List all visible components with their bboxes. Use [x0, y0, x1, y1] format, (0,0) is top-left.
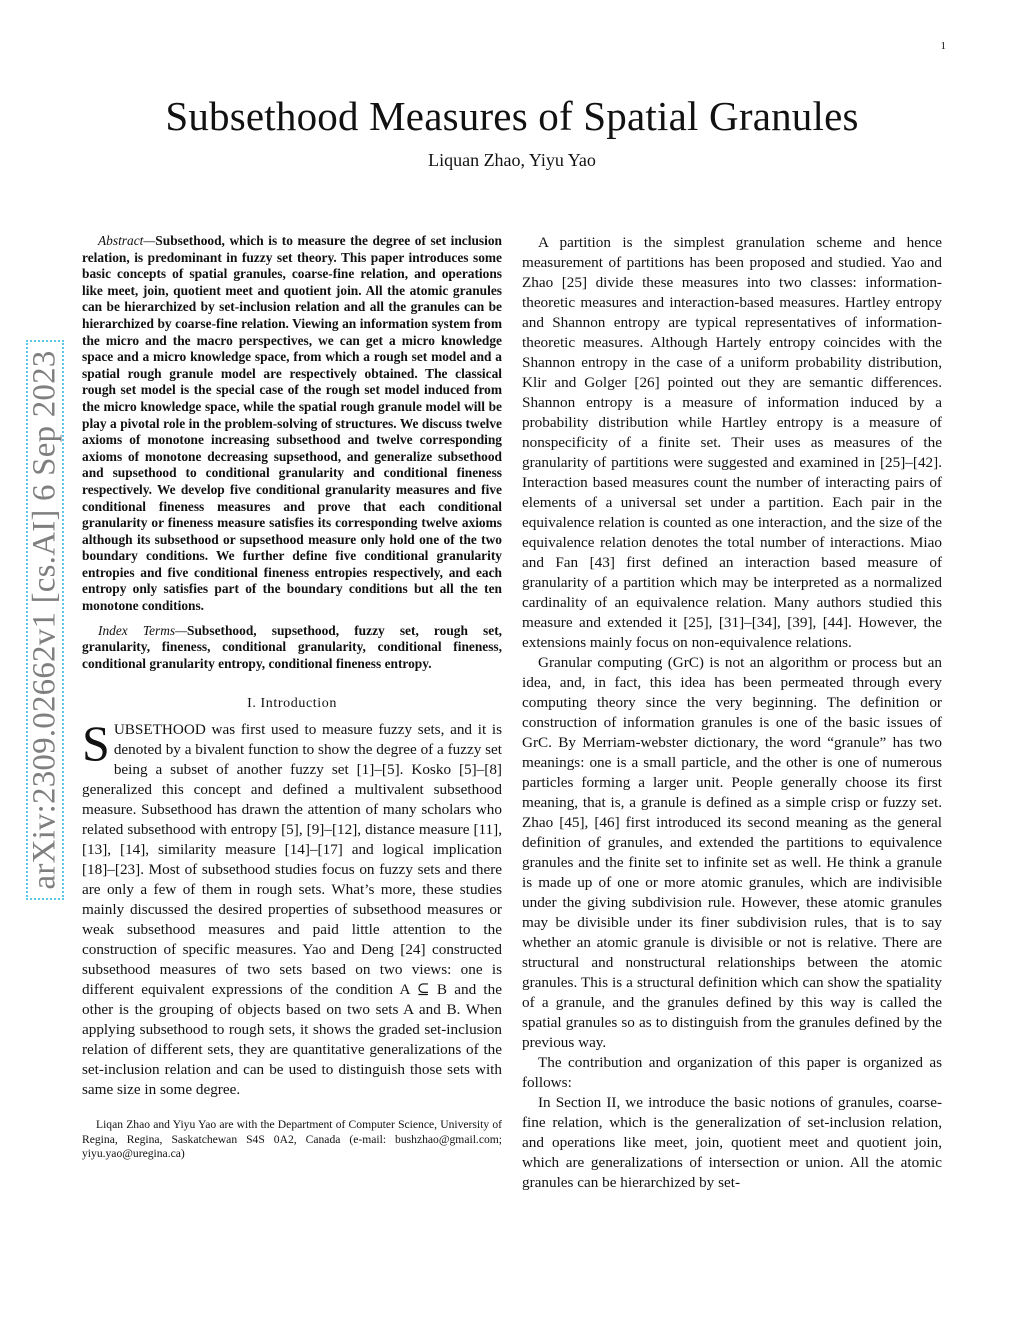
index-terms: [82, 623, 502, 673]
abstract-label: Abstract—: [98, 233, 156, 248]
intro-paragraph: [82, 715, 502, 1100]
abstract: [82, 233, 502, 615]
index-terms-label: Index Terms—: [98, 622, 188, 638]
dropcap-letter: S: [82, 715, 110, 772]
abstract-text: Subsethood, which is to measure the degree of set inclusion relation, is predominant in fuzzy set theory. This paper introduces some basic concepts of spatial granules, coarse-fine relation, and operations like meet, join, quotient meet and quotient join. All the atomic granules can be hierarchized by set-inclusion relation and all the granules can be hierarchized by coarse-fine relation. Viewing an information system from the micro and the macro perspectives, we can get a micro knowledge space and a micro knowledge space, from which a rough set model and a spatial rough granule model are respectively obtained. The classical rough set model is the special case of the rough set model induced from the micro knowledge space, while the spatial rough granule model will be play a pivotal role in the problem-solving of structures. We discuss twelve axioms of monotone increasing subsethood and twelve corresponding axioms of monotone decreasing supsethood, and generalize subsethood and supsethood to conditional granularity and conditional fineness respectively. We develop five conditional granularity measures and five conditional fineness measures and prove that each conditional granularity or fineness measure satisfies its corresponding twelve axioms although its subsethood or supsethood measure only hold one of the two boundary conditions. We further define five conditional granularity entropies and five conditional fineness entropies respectively, and each entropy only satisfies part of the boundary conditions but all the ten monotone conditions.: [82, 233, 502, 614]
paragraph-partition-measures: A partition is the simplest granulation scheme and hence measurement of partitions has been proposed and studied. Yao and Zhao [25] divide these measures into two classes: information-theoretic measures and interaction-based measures. Hartley entropy and Shannon entropy are typical representatives of information-theoretic measures. Although Hartely entropy coincides with the Shannon entropy in the case of a uniform probability distribution, Klir and Golger [26] pointed out they are semantic differences. Shannon entropy is a measure of information induced by a probability distribution while Hartley entropy is a measure of nonspecificity of a finite set. Their uses as measures of the granularity of partitions were suggested and examined in [25]–[42]. Interaction based measures count the number of interacting pairs of elements of a universal set under a partition. Each pair in the equivalence relation is counted as one interaction, and the size of the equivalence relation denotes the total number of interactions. Miao and Fan [43] first defined an interaction based measure of granularity of a partition which may be interpreted as a normalized cardinality of an equivalence relation. Many authors studied this measure and extended it [25], [31]–[34], [39], [44]. However, the extensions mainly focus on non-equivalence relations.: [522, 234, 942, 651]
section-heading-introduction: I. Introduction: [247, 696, 337, 712]
paragraph-contribution-intro: The contribution and organization of this paper is organized as follows:: [522, 1054, 942, 1091]
intro-paragraph-text: UBSETHOOD was first used to measure fuzzy sets, and it is denoted by a bivalent function to show the degree of a fuzzy set being a subset of another fuzzy set [1]–[5]. Kosko [5]–[8] generalized this concept and defined a multivalent subsethood measure. Subsethood has drawn the attention of many scholars who related subsethood with entropy [5], [9]–[12], distance measure [11], [13], [14], similarity measure [14]–[17] and logical implication [18]–[23]. Most of subsethood studies focus on fuzzy sets and there are only a few of them in rough sets. What’s more, these studies mainly discussed the desired properties of subsethood measures or weak subsethood measures and paid little attention to the construction of specific measures. Yao and Deng [24] constructed subsethood measures of two sets based on two views: one is different equivalent expressions of the condition A ⊆ B and the other is the grouping of objects based on two sets A and B. When applying subsethood to rough sets, it shows the graded set-inclusion relation of different sets, they are quantitative generalizations of the set-inclusion relation and can be used to distinguish those sets with same size in some degree.: [82, 721, 502, 1099]
index-terms-text: Subsethood, supsethood, fuzzy set, rough set, granularity, fineness, conditional granularity, conditional fineness, conditional granularity entropy, conditional fineness entropy.: [82, 622, 503, 671]
paper-title: Subsethood Measures of Spatial Granules: [165, 93, 859, 139]
paper-authors: Liquan Zhao, Yiyu Yao: [428, 150, 596, 170]
paragraph-section-ii: In Section II, we introduce the basic notions of granules, coarse-fine relation, which is the generalization of set-inclusion relation, and operations like meet, join, quotient meet and quotient join, which are generalizations of intersection or union. All the atomic granules can be hierarchized by set-: [522, 1094, 942, 1191]
arxiv-side-banner[interactable]: [26, 340, 64, 900]
paragraph-granular-computing: Granular computing (GrC) is not an algorithm or process but an idea, and, in fact, this idea has been permeated through every computing theory since the very beginning. The definition or construction of information granules is one of the basic issues of GrC. By Merriam-webster dictionary, the word “granule” has two meanings: one is a small particle, and the other is one of numerous particles forming a larger unit. People generally choose its first meaning, that is, a granule is defined as a simple crisp or fuzzy set. Zhao [45], [46] first introduced its second meaning as the general definition of granules, and extended the partitions to equivalence granules and the finite set to infinite set as well. He think a granule is made up of one or more atomic granules, which are indivisible under the giving subdivision rule. However, these atomic granules may be divisible under its finer subdivision rules, that is to say whether an atomic granule is divisible or not is relative. There are structural and nonstructural relationships between the atomic granules. This is a structural definition which can show the spatiality of a granule, and the granules defined by this way is called the spatial granules so as to distinguish from the granules defined by the previous way.: [522, 654, 942, 1051]
author-footnote: Liqan Zhao and Yiyu Yao are with the Department of Computer Science, University of Regina, Regina, Saskatchewan S4S 0A2, Canada (e-mail: bushzhao@gmail.com; yiyu.yao@uregina.ca): [82, 1118, 502, 1160]
right-column: [522, 233, 942, 1193]
page-number: 1: [940, 40, 946, 52]
left-column: [82, 233, 502, 1161]
arxiv-identifier: arXiv:2309.02662v1 [cs.AI] 6 Sep 2023: [26, 350, 63, 890]
